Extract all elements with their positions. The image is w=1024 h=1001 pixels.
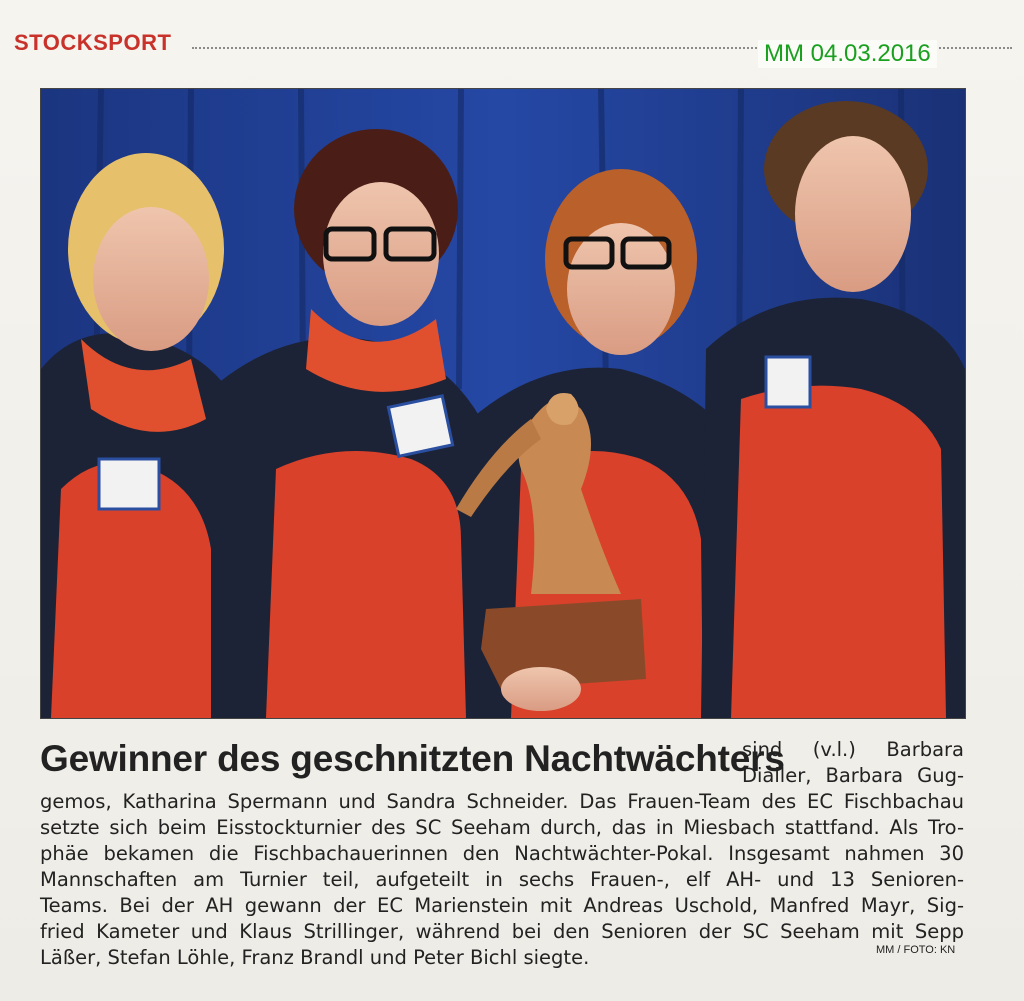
group-photo-icon: [41, 89, 965, 718]
article-headline: Gewinner des geschnitzten Nachtwächters: [40, 738, 785, 779]
photo-credit: MM / FOTO: KN: [876, 944, 956, 956]
article-line: phäe bekamen die Fischbachauerinnen den Nachtwächter-Pokal. Insgesamt nahmen 30: [40, 842, 964, 865]
article-line: Läßer, Stefan Löhle, Franz Brandl und Peter Bichl siegte.: [40, 946, 590, 969]
article-line: Teams. Bei der AH gewann der EC Marienstein mit Andreas Uschold, Manfred Mayr, Sig-: [40, 894, 964, 917]
article-line: Dialler, Barbara Gug-: [742, 764, 964, 787]
date-stamp: MM 04.03.2016: [758, 40, 937, 68]
team-photo: [40, 88, 966, 719]
article-body: [40, 789, 964, 971]
article-line: setzte sich beim Eisstockturnier des SC Seeham durch, das in Miesbach stattfand. Als Tro-: [40, 816, 964, 839]
article-line: fried Kameter und Klaus Strillinger, während bei den Senioren der SC Seeham mit Sepp: [40, 920, 964, 943]
article-line: Mannschaften am Turnier teil, aufgeteilt in sechs Frauen-, elf AH- und 13 Senioren-: [40, 868, 964, 891]
article-line: sind (v.l.) Barbara: [742, 738, 964, 761]
article-line: gemos, Katharina Spermann und Sandra Schneider. Das Frauen-Team des EC Fischbachau: [40, 790, 964, 813]
article-intro: [742, 737, 964, 789]
section-label: STOCKSPORT: [14, 30, 172, 55]
